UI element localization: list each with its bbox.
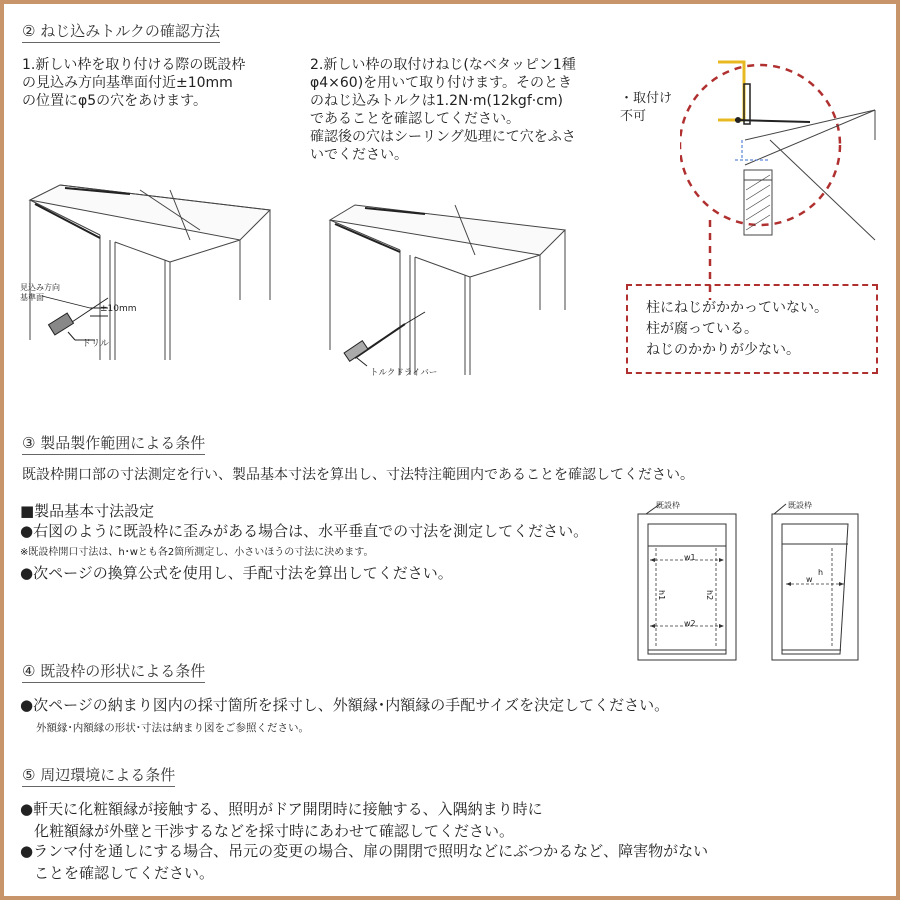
section-4-heading: ④ 既設枠の形状による条件	[22, 660, 205, 683]
w1-label: w1	[684, 553, 696, 562]
drill-label: ドリル	[82, 339, 110, 349]
section-4-bullet: ●次ページの納まり図内の採寸箇所を採寸し、外額縁･内額縁の手配サイズを決定してください。	[20, 696, 670, 714]
section-3-intro: 既設枠開口部の寸法測定を行い、製品基本寸法を算出し、寸法特注範囲内であることを確認してください。	[22, 467, 694, 483]
ref-label: 見込み方向 基準面	[20, 283, 60, 302]
ng-detail-figure	[680, 60, 880, 300]
w2-label: w2	[684, 619, 696, 628]
ng-label: ・取付け 不可	[620, 91, 673, 124]
step-1-text: 1.新しい枠を取り付ける際の既設枠 の見込み方向基準面付近±10mm の位置にφ5の穴をあけます。	[22, 57, 246, 109]
torque-figure	[325, 200, 575, 380]
section-5-bullet-1: ●軒天に化粧額縁が接触する、照明がドア開閉時に接触する、入隅納まり時に 化粧額縁が外壁と干渉するなどを採寸時にあわせて確認してください。	[20, 800, 543, 840]
frame-label-1: 既設枠	[656, 501, 680, 510]
drill-figure	[20, 180, 280, 370]
step-2-text: 2.新しい枠の取付けねじ(なベタッピン1種 φ4×60)を用いて取り付けます。そのとき のねじ込みトルクは1.2N·m(12kgf·cm) であることを確認してください。 確認後の穴はシーリング処理にて穴をふさ いでください。	[310, 57, 576, 163]
dim-label: ±10mm	[100, 304, 137, 314]
section-2-heading: ② ねじ込みトルクの確認方法	[22, 20, 220, 43]
section-3-heading: ③ 製品製作範囲による条件	[22, 432, 205, 455]
section-5-bullet-2: ●ランマ付を通しにする場合、吊元の変更の場合、扉の開閉で照明などにぶつかるなど、障害物がない ことを確認してください。	[20, 842, 709, 882]
section-3-sub: ■製品基本寸法設定	[20, 502, 155, 520]
h2-label: h2	[705, 590, 714, 601]
h-label: h	[818, 568, 824, 577]
w-label: w	[806, 575, 813, 584]
section-3-bullet-2: ●次ページの換算公式を使用し、手配寸法を算出してください。	[20, 564, 453, 582]
frame-label-2: 既設枠	[788, 501, 812, 510]
h1-label: h1	[657, 590, 666, 601]
driver-label: トルクドライバー	[370, 368, 438, 378]
section-3-bullet-1: ●右図のように既設枠に歪みがある場合は、水平垂直での寸法を測定してください。	[20, 522, 589, 540]
ng-reasons: 柱にねじがかかっていない。 柱が腐っている。 ねじのかかりが少ない。	[646, 300, 828, 358]
section-4-note: 外額縁･内額縁の形状･寸法は納まり図をご参照ください。	[36, 722, 309, 734]
section-3-note: ※既設枠開口寸法は、h･wとも各2箇所測定し、小さいほうの寸法に決めます。	[20, 547, 374, 558]
section-5-heading: ⑤ 周辺環境による条件	[22, 764, 175, 787]
frame-measure-figure	[636, 500, 876, 670]
